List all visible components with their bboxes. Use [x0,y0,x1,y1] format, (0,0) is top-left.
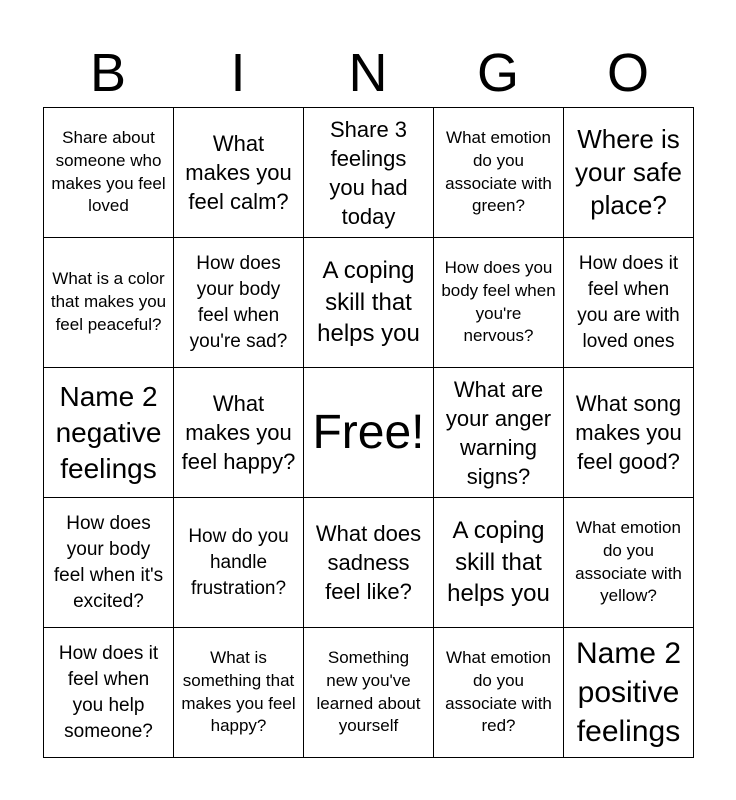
free-space-label: Free! [312,405,425,459]
cell-text: Share 3 feelings you had today [329,116,408,229]
bingo-cell-r5c4[interactable] [434,628,564,758]
header-letter-i: I [230,43,246,103]
bingo-cell-r3c4[interactable] [434,368,564,498]
bingo-cell-r2c5[interactable] [564,238,694,368]
bingo-cell-r2c1[interactable] [44,238,174,368]
header-letter-n: N [348,43,388,103]
bingo-cell-free[interactable] [304,368,434,498]
cell-text: What song makes you feel good? [575,391,682,474]
cell-text: What does sadness feel like? [315,521,422,604]
header-letter-b: B [89,43,127,103]
cell-text: What makes you feel calm? [185,131,292,214]
bingo-cell-r3c5[interactable] [564,368,694,498]
bingo-cell-r1c2[interactable] [174,108,304,238]
bingo-board [43,107,694,758]
bingo-cell-r1c3[interactable] [304,108,434,238]
bingo-cell-r4c2[interactable] [174,498,304,628]
cell-text: How does you body feel when you're nervous? [441,258,556,346]
cell-text: What is something that makes you feel happy? [181,648,296,736]
cell-text: What emotion do you associate with green? [445,128,552,216]
cell-text: Something new you've learned about yourself [316,648,421,736]
bingo-cell-r1c1[interactable] [44,108,174,238]
bingo-cell-r5c2[interactable] [174,628,304,758]
bingo-cell-r5c5[interactable] [564,628,694,758]
bingo-cell-r3c1[interactable] [44,368,174,498]
cell-text: What emotion do you associate with yellow? [575,518,682,606]
bingo-cell-r5c1[interactable] [44,628,174,758]
bingo-cell-r2c2[interactable] [174,238,304,368]
bingo-cell-r2c4[interactable] [434,238,564,368]
cell-text: What are your anger warning signs? [445,376,552,489]
bingo-cell-r1c5[interactable] [564,108,694,238]
cell-text: What is a color that makes you feel peaceful? [50,269,167,334]
bingo-cell-r4c5[interactable] [564,498,694,628]
cell-text: How does it feel when you help someone? [58,642,159,742]
cell-text: How does your body feel when you're sad? [189,252,288,352]
cell-text: Share about someone who makes you feel loved [51,128,166,216]
cell-text: Name 2 positive feelings [575,637,682,748]
cell-text: How does it feel when you are with loved ones [577,252,680,352]
header-letter-g: G [476,43,519,103]
bingo-cell-r1c4[interactable] [434,108,564,238]
cell-text: How does your body feel when it's excited? [53,512,164,612]
bingo-cell-r3c2[interactable] [174,368,304,498]
bingo-cell-r2c3[interactable] [304,238,434,368]
bingo-cell-r4c4[interactable] [434,498,564,628]
cell-text: Where is your safe place? [575,124,682,220]
cell-text: How do you handle frustration? [188,525,289,599]
header-letter-o: O [606,43,649,103]
cell-text: A coping skill that helps you [447,517,550,608]
cell-text: What makes you feel happy? [181,391,296,474]
bingo-cell-r5c3[interactable] [304,628,434,758]
bingo-cell-r4c3[interactable] [304,498,434,628]
bingo-cell-r4c1[interactable] [44,498,174,628]
bingo-header [43,40,693,106]
cell-text: A coping skill that helps you [317,257,420,348]
cell-text: Name 2 negative feelings [55,380,162,484]
cell-text: What emotion do you associate with red? [445,648,552,736]
